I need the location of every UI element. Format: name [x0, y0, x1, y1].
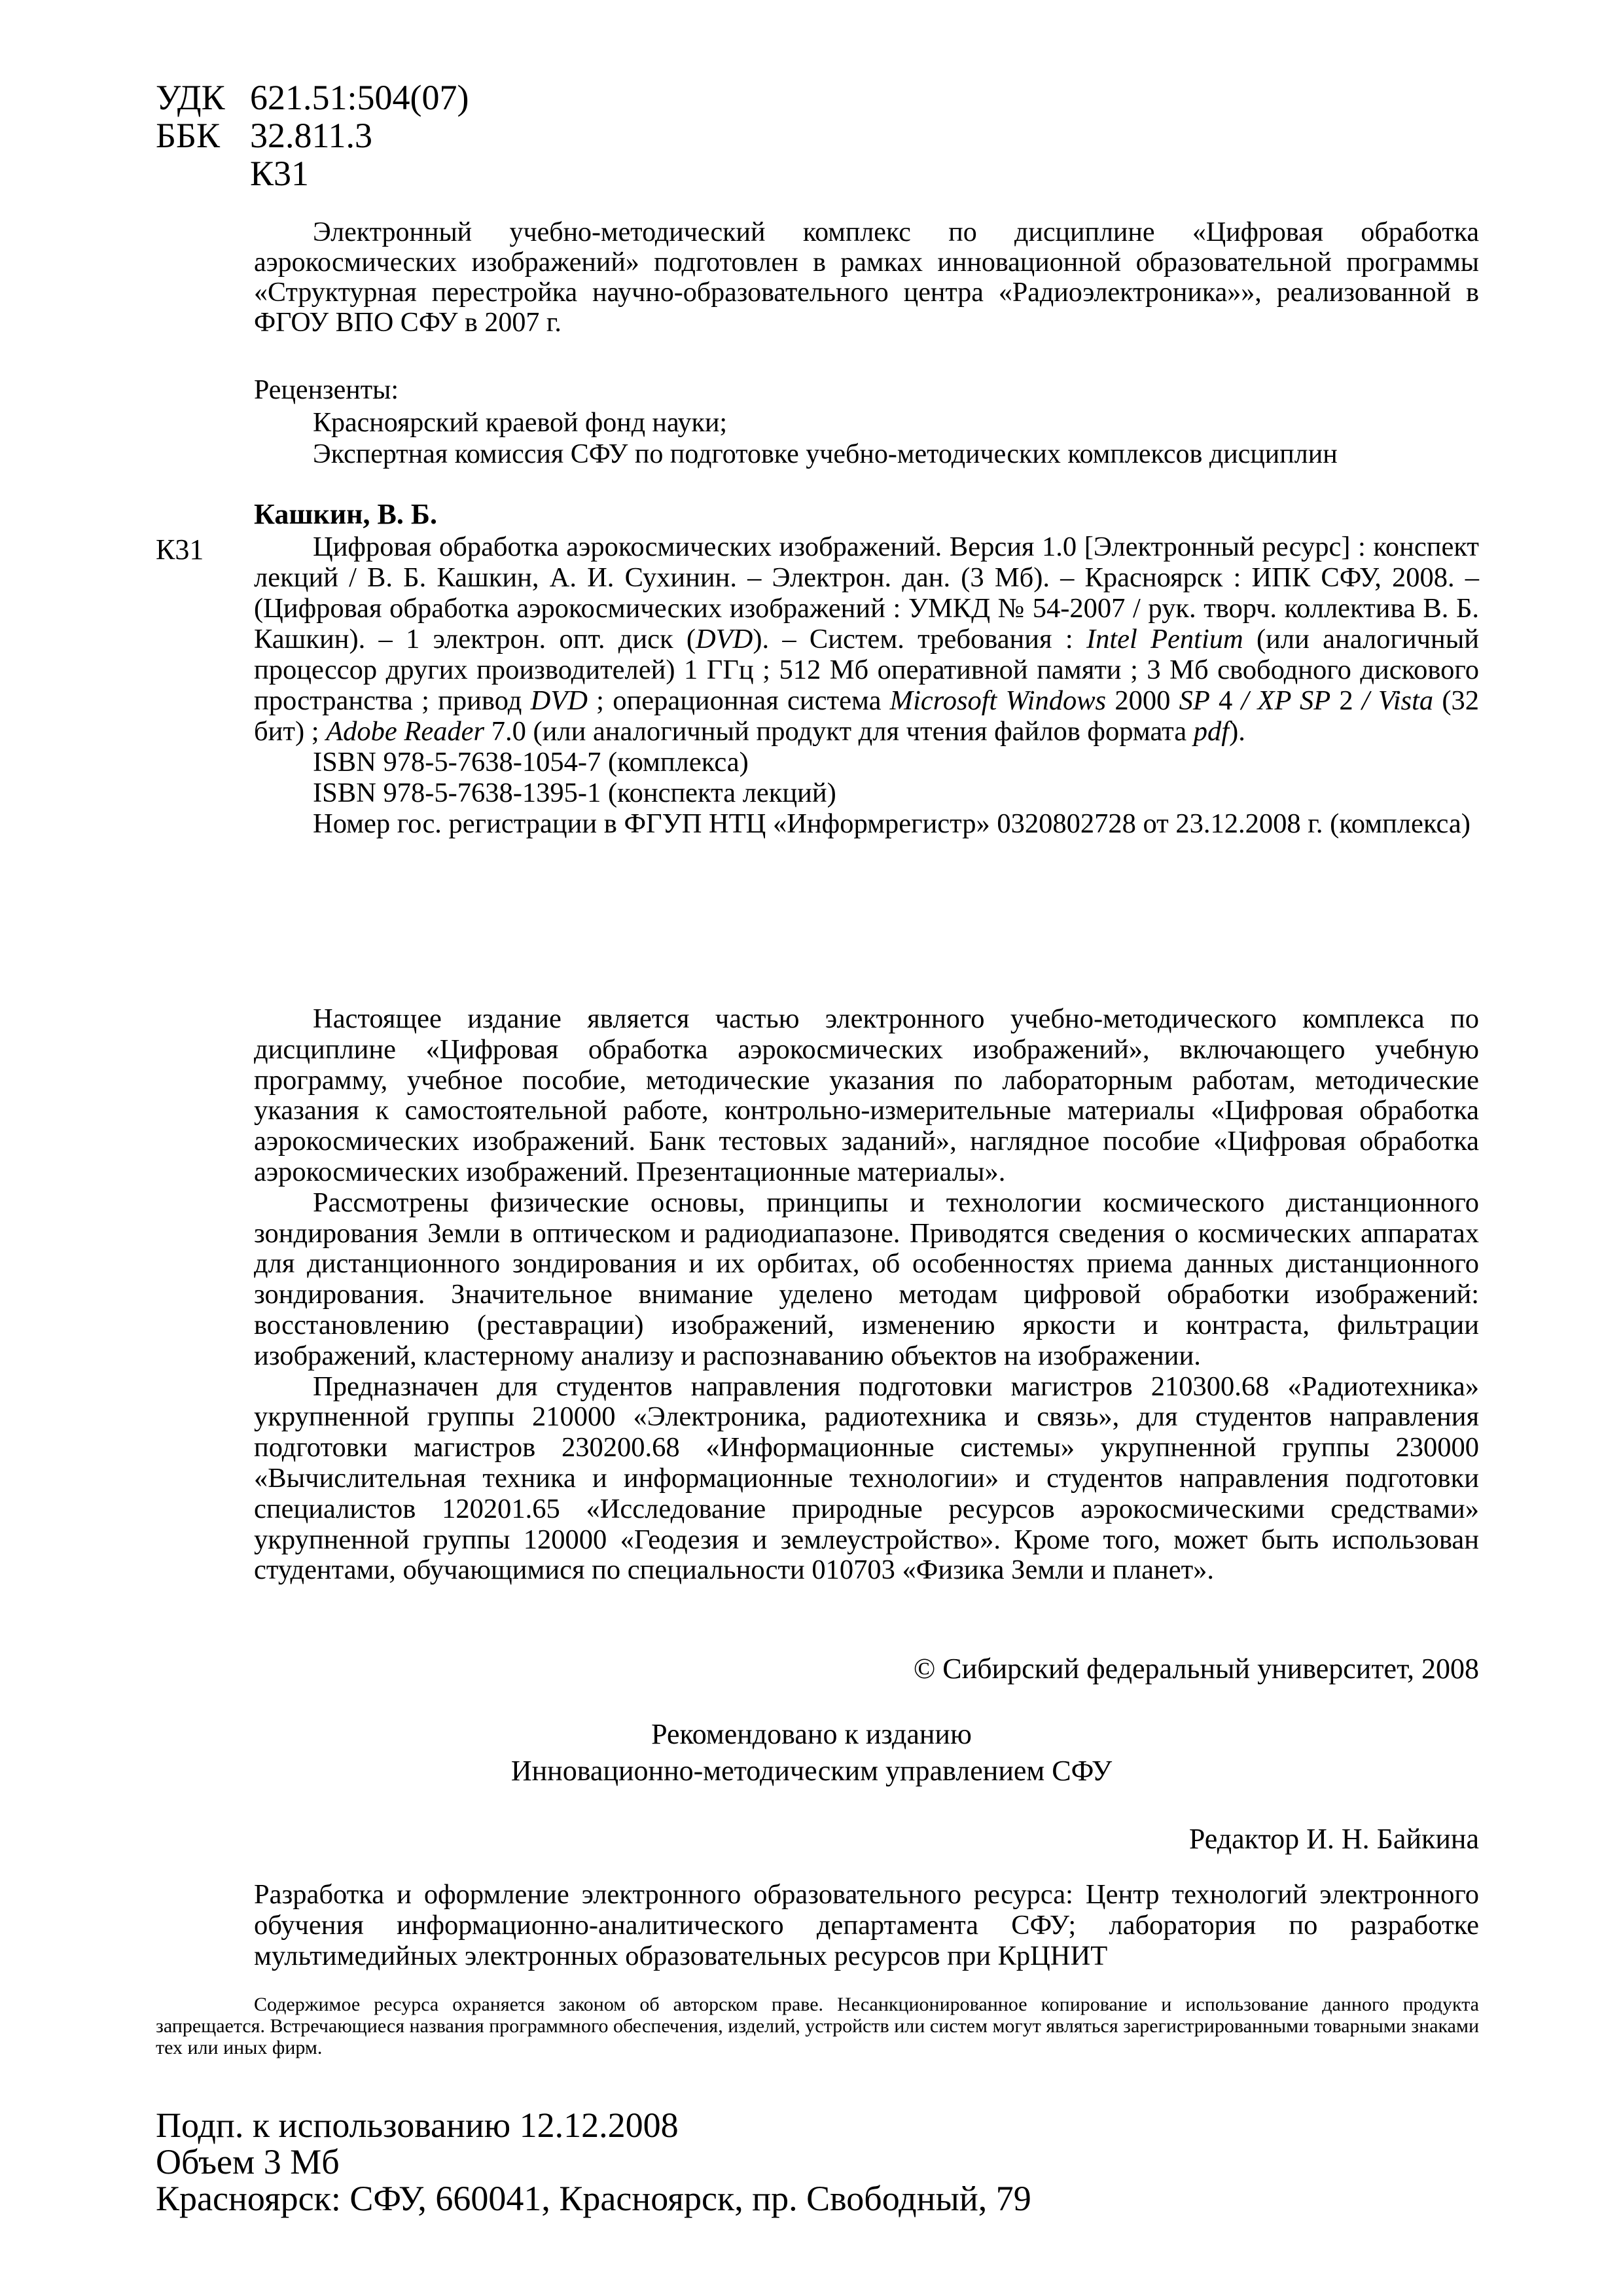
- abstract-paragraph: Настоящее издание является частью электронного учебно-методического комплекса по дисциплине «Цифровая обработка аэрокосмических изображений», включающего учебную программу, учебное пособие, методические указания по лабораторным работам, методические указания к самостоятельной работе, контрольно-измерительные материалы «Цифровая обработка аэрокосмических изображений. Банк тестовых заданий», наглядное пособие «Цифровая обработка аэрокосмических изображений. Презентационные материалы».: [254, 1003, 1479, 1187]
- imprint-signed: Подп. к использованию 12.12.2008: [156, 2106, 679, 2145]
- author-mark: К31: [250, 154, 310, 193]
- desc-part: 2000: [1106, 685, 1179, 716]
- desc-part: Microsoft Windows: [889, 685, 1107, 716]
- development-text: Разработка и оформление электронного образовательного ресурса: Центр технологий электронного обучения информационно-аналитического департамента СФУ; лаборатория по разработке мультимедийных электронных образовательных ресурсов при КрЦНИТ: [254, 1879, 1479, 1971]
- registration-number: Номер гос. регистрации в ФГУП НТЦ «Информрегистр» 0320802728 от 23.12.2008 г. (комплекса): [313, 808, 1471, 839]
- bibliographic-text: [254, 531, 1479, 747]
- abstract-block: [254, 1004, 1479, 1586]
- copyright: © Сибирский федеральный университет, 2008: [913, 1653, 1479, 1685]
- desc-part: ).: [1229, 716, 1245, 747]
- author-name: Кашкин, В. Б.: [254, 498, 437, 530]
- desc-part: Цифровая обработка аэрокосмических изображений. Версия 1.0 [Электронный ресурс] : конспект лекций / В. Б. Кашкин, А. И. Сухинин. – Электрон. дан. (3 Мб). – Красноярск : ИПК СФУ, 2008. – (Цифровая обработка аэрокосмических изображений : УМКД № 54-2007 / рук. творч. коллектива В. Б. Кашкин). – 1 электрон. опт. диск (: [254, 531, 1479, 655]
- desc-part: DVD: [530, 685, 588, 716]
- bibliographic-mark: К31: [156, 533, 204, 565]
- desc-part: DVD: [696, 624, 753, 655]
- desc-part: ; операционная система: [587, 685, 890, 716]
- desc-part: (или аналогичный процессор других производителей) 1 ГГц ; 512 Мб оперативной памяти ; 3 Мб свободного дискового пространства ; привод: [254, 624, 1479, 716]
- desc-part: /: [1241, 685, 1249, 716]
- desc-part: XP SP: [1249, 685, 1331, 716]
- reviewer-item: Красноярский краевой фонд науки;: [313, 408, 728, 438]
- abstract-paragraph: Рассмотрены физические основы, принципы и технологии космического дистанционного зондирования Земли в оптическом и радиодиапазоне. Приводятся сведения о космических аппаратах для дистанционного зондирования и их орбитах, об особенностях приема данных дистанционного зондирования. Значительное внимание уделено методам цифровой обработки изображений: восстановлению (реставрации) изображений, изменению яркости и контраста, фильтрации изображений, кластерному анализу и распознаванию объектов на изображении.: [254, 1187, 1479, 1371]
- imprint-address: Красноярск: СФУ, 660041, Красноярск, пр. Свободный, 79: [156, 2179, 1031, 2218]
- bbk-value: 32.811.3: [250, 116, 372, 155]
- desc-part: pdf: [1193, 716, 1230, 747]
- isbn-complex: ISBN 978-5-7638-1054-7 (комплекса): [313, 747, 749, 778]
- desc-part: Intel Pentium: [1086, 624, 1243, 655]
- bibliographic-description: [254, 531, 1479, 839]
- desc-part: /: [1361, 685, 1370, 716]
- reviewers-heading: Рецензенты:: [254, 375, 399, 405]
- udk-value: 621.51:504(07): [250, 78, 469, 117]
- bbk-label: ББК: [156, 116, 221, 155]
- recommendation-line-1: Рекомендовано к изданию: [651, 1718, 972, 1750]
- udk-label: УДК: [156, 78, 225, 117]
- desc-part: (32 бит) ;: [254, 685, 1480, 747]
- abstract-paragraph: Предназначен для студентов направления подготовки магистров 210300.68 «Радиотехника» укрупненной группы 210000 «Электроника, радиотехника и связь», для студентов направления подготовки магистров 230200.68 «Информационные системы» укрупненной группы 230000 «Вычислительная техника и информационные технологии» и студентов направления подготовки специалистов 120201.65 «Исследование природные ресурсов аэрокосмическими средствами» укрупненной группы 120000 «Геодезия и землеустройство». Кроме того, может быть использован студентами, обучающимися по специальности 010703 «Физика Земли и планет».: [254, 1371, 1479, 1586]
- desc-part: Adobe Reader: [326, 716, 485, 747]
- recommendation-line-2: Инновационно-методическим управлением СФУ: [510, 1755, 1113, 1787]
- legal-notice: Содержимое ресурса охраняется законом об авторском праве. Несанкционированное копирование и использование данного продукта запрещается. Встречающиеся названия программного обеспечения, изделий, устройств или систем могут являться зарегистрированными товарными знаками тех или иных фирм.: [156, 1994, 1479, 2058]
- isbn-lectures: ISBN 978-5-7638-1395-1 (конспекта лекций): [313, 778, 836, 808]
- desc-part: 2: [1330, 685, 1362, 716]
- reviewer-item: Экспертная комиссия СФУ по подготовке учебно-методических комплексов дисциплин: [313, 439, 1338, 469]
- desc-part: ). – Систем. требования :: [753, 624, 1086, 655]
- intro-text: Электронный учебно-методический комплекс по дисциплине «Цифровая обработка аэрокосмических изображений» подготовлен в рамках инновационной образовательной программы «Структурная перестройка научно-образовательного центра «Радиоэлектроника»», реализованной в ФГОУ ВПО СФУ в 2007 г.: [254, 217, 1479, 338]
- development-block: [254, 1880, 1479, 1971]
- desc-part: 7.0 (или аналогичный продукт для чтения файлов формата: [484, 716, 1194, 747]
- imprint-volume: Объем 3 Мб: [156, 2142, 340, 2181]
- desc-part: 4: [1209, 685, 1241, 716]
- desc-part: Vista: [1369, 685, 1434, 716]
- desc-part: SP: [1179, 685, 1210, 716]
- intro-paragraph: [254, 217, 1479, 338]
- editor: Редактор И. Н. Байкина: [1188, 1823, 1479, 1855]
